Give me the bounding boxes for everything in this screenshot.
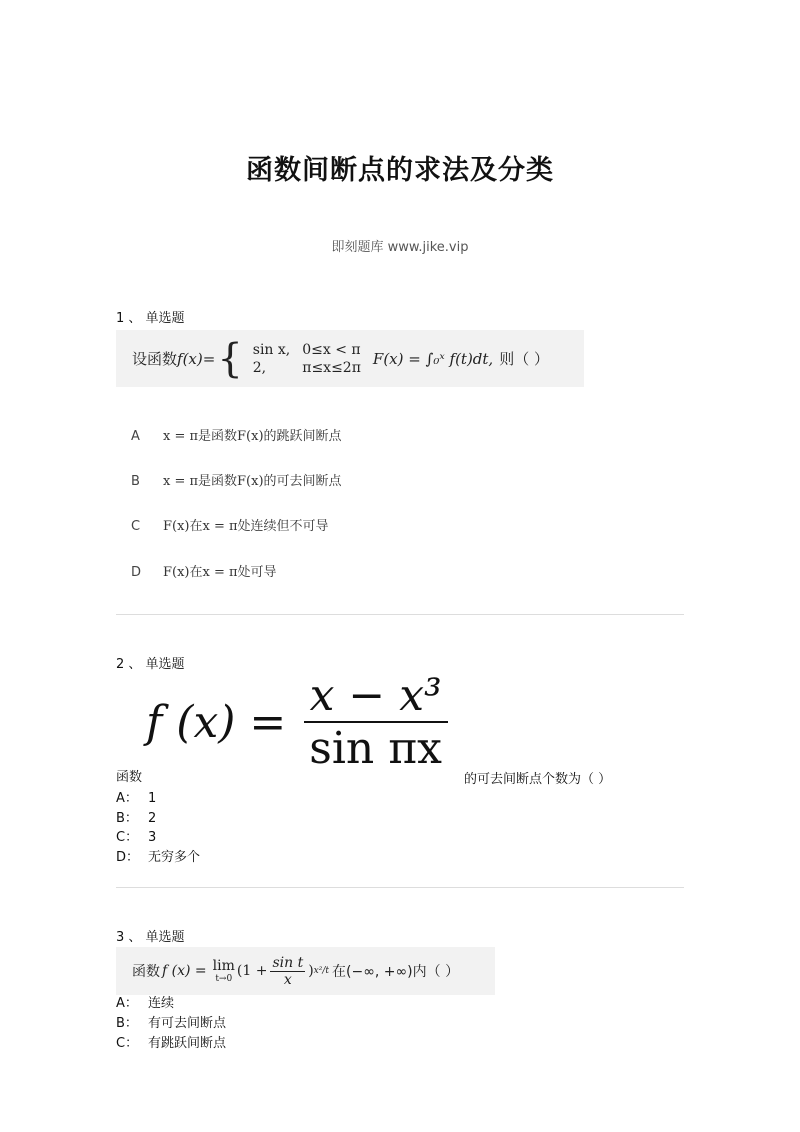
q1-option-a[interactable] xyxy=(131,425,342,444)
option-label: C： xyxy=(116,1036,139,1051)
q1-case2-cond: π≤x≤2π xyxy=(302,359,361,376)
q3-header: 3 、 单选题 xyxy=(116,930,185,945)
option-label: A xyxy=(131,429,140,444)
option-text: 2 xyxy=(148,810,157,826)
option-text: F(x)在x = π处可导 xyxy=(163,565,277,580)
option-text: x = π是函数F(x)的跳跃间断点 xyxy=(163,429,342,444)
divider xyxy=(116,887,684,888)
q1-stem-suffix: 则（ ） xyxy=(499,350,549,368)
q2-suffix: 的可去间断点个数为（ ） xyxy=(464,772,612,787)
q3-fraction xyxy=(270,955,305,988)
q3-formula xyxy=(116,947,495,995)
option-text: 无穷多个 xyxy=(148,849,201,865)
q3-frac-num: sin t xyxy=(272,954,304,971)
q3-option-c[interactable] xyxy=(116,1034,226,1054)
brace-icon: { xyxy=(217,335,243,382)
q1-F-def: F(x) = ∫₀ˣ f(t)dt, xyxy=(372,349,494,368)
q2-big-formula xyxy=(146,670,451,774)
option-label: D xyxy=(131,565,142,580)
option-text: 有跳跃间断点 xyxy=(148,1036,227,1051)
divider xyxy=(116,614,684,615)
q2-option-b[interactable] xyxy=(116,809,156,829)
q2-prefix: 函数 xyxy=(116,770,143,785)
q1-case1-expr: sin x, xyxy=(252,341,291,358)
q3-exponent: x²/t xyxy=(313,966,330,976)
option-text: 1 xyxy=(148,791,157,806)
q3-frac-den: x xyxy=(283,971,292,988)
q2-option-d[interactable] xyxy=(116,848,200,868)
q1-header: 1 、 单选题 xyxy=(116,311,185,326)
q2-denominator: sin πx xyxy=(309,723,442,774)
q1-f-def: f(x)= xyxy=(177,349,216,368)
option-text: F(x)在x = π处连续但不可导 xyxy=(163,519,329,534)
option-label: C： xyxy=(116,830,139,845)
source-subtitle: 即刻题库 www.jike.vip xyxy=(331,240,469,255)
q3-stem-prefix: 函数 xyxy=(132,964,160,980)
option-label: C xyxy=(131,519,141,534)
q3-lim-sub: t→0 xyxy=(215,974,233,984)
q3-limit xyxy=(213,958,235,984)
option-text: 有可去间断点 xyxy=(148,1016,227,1031)
page-title: 函数间断点的求法及分类 xyxy=(246,155,554,186)
q2-option-c[interactable] xyxy=(116,828,156,848)
q1-case1-cond: 0≤x < π xyxy=(302,341,361,358)
q1-option-d[interactable] xyxy=(131,561,277,580)
q3-f-def: f (x) = xyxy=(162,963,207,979)
option-label: B： xyxy=(116,1016,138,1031)
q3-option-b[interactable] xyxy=(116,1014,226,1034)
q1-piecewise xyxy=(215,335,367,382)
option-text: 连续 xyxy=(148,996,175,1011)
q1-option-c[interactable] xyxy=(131,515,329,534)
option-text: 3 xyxy=(148,830,157,845)
q3-paren-close: ) xyxy=(308,963,314,979)
q2-header: 2 、 单选题 xyxy=(116,657,185,672)
q3-lim: lim xyxy=(212,958,235,974)
q2-option-a[interactable] xyxy=(116,789,156,809)
q3-stem-suffix: 在(−∞, +∞)内（ ） xyxy=(332,964,460,980)
q2-formula-lhs: f (x) = xyxy=(146,696,287,748)
option-label: B xyxy=(131,474,140,489)
q2-numerator: x − x³ xyxy=(304,670,448,723)
option-label: A： xyxy=(116,791,138,806)
option-label: B： xyxy=(116,810,138,826)
q1-formula xyxy=(116,330,584,387)
q1-stem-prefix: 设函数 xyxy=(132,350,178,368)
q1-option-b[interactable] xyxy=(131,470,342,489)
q1-case2-expr: 2, xyxy=(252,359,267,376)
option-label: A： xyxy=(116,996,138,1011)
q3-paren-open: (1 + xyxy=(236,963,268,979)
option-text: x = π是函数F(x)的可去间断点 xyxy=(163,474,342,489)
option-label: D： xyxy=(116,849,140,865)
q2-fraction xyxy=(303,670,448,774)
q3-option-a[interactable] xyxy=(116,994,174,1014)
